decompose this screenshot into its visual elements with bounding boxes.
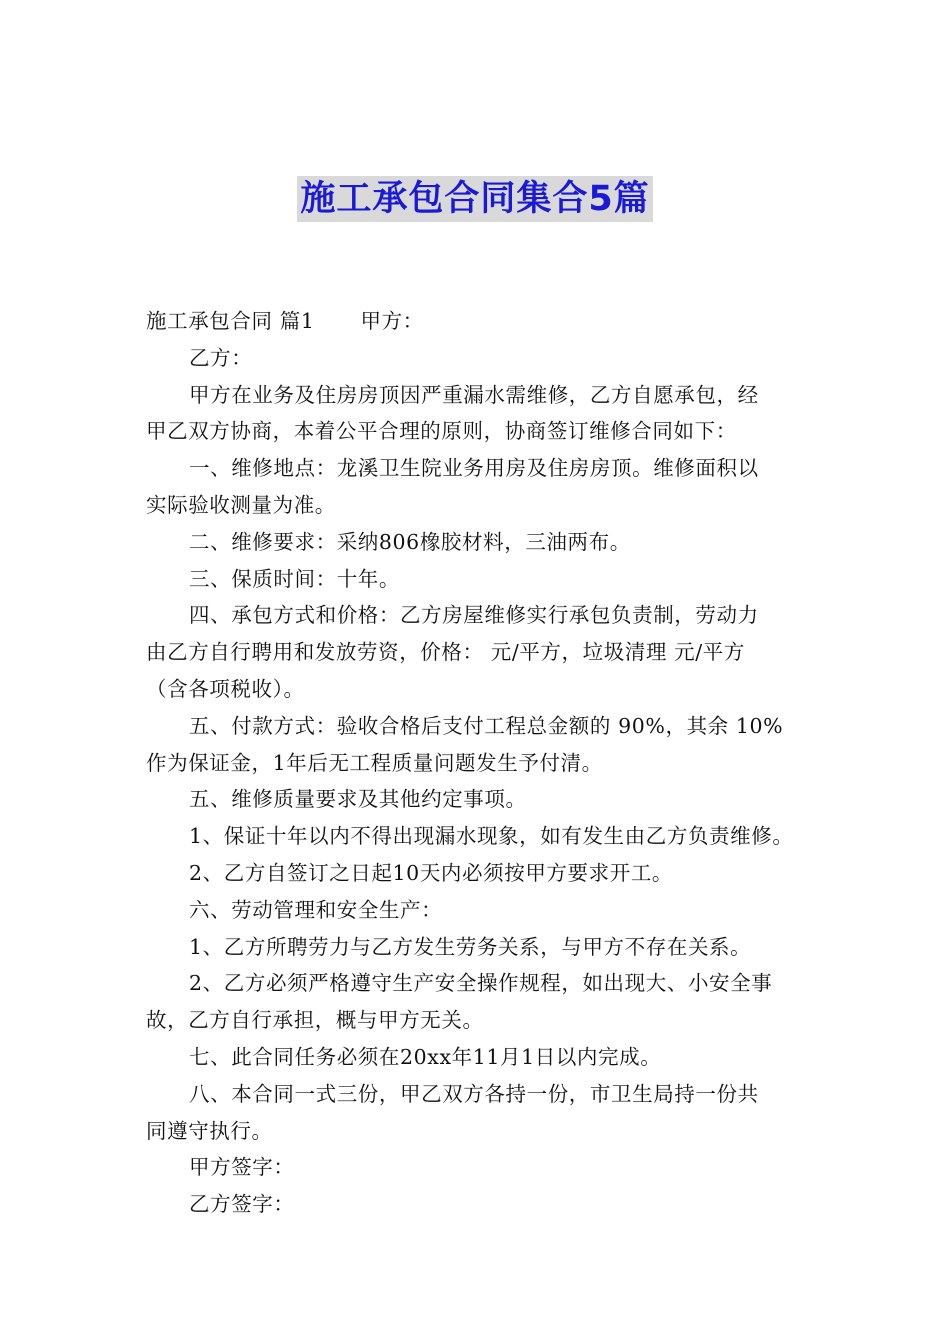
paragraph-line: 1、乙方所聘劳力与乙方发生劳务关系，与甲方不存在关系。 — [189, 934, 752, 959]
paragraph-line: 五、付款方式：验收合格后支付工程总金额的 90%，其余 10% — [189, 713, 784, 738]
paragraph-clause6_2 — [146, 965, 814, 1039]
paragraph-clause5b_2 — [146, 855, 814, 892]
document-title: 施工承包合同集合5篇 — [297, 176, 652, 222]
paragraph-clause5b_1 — [146, 818, 814, 855]
paragraph-line: 作为保证金，1年后无工程质量问题发生予付清。 — [146, 750, 603, 775]
contract-heading: 施工承包合同 篇1 — [146, 309, 315, 333]
paragraph-sign_b — [146, 1186, 814, 1223]
paragraph-line: 乙方签字： — [189, 1192, 295, 1217]
paragraph-line: 实际验收测量为准。 — [146, 492, 336, 517]
paragraph-line: 甲方签字： — [189, 1155, 295, 1180]
paragraph-clause7 — [146, 1039, 814, 1076]
paragraph-line: 七、此合同任务必须在20xx年11月1日以内完成。 — [189, 1044, 662, 1069]
party-a-label: 甲方： — [360, 309, 424, 333]
paragraph-line: 乙方： — [189, 345, 253, 370]
title-wrapper — [0, 176, 950, 222]
paragraph-line: （含各项税收）。 — [146, 676, 305, 701]
paragraph-clause5b — [146, 781, 814, 818]
paragraph-clause1 — [146, 450, 814, 524]
paragraph-line: 三、保质时间：十年。 — [189, 566, 400, 591]
paragraph-clause6 — [146, 892, 814, 929]
paragraph-party_b — [146, 340, 814, 377]
paragraph-intro — [146, 377, 814, 451]
paragraph-line: 八、本合同一式三份，甲乙双方各持一份，市卫生局持一份共 — [189, 1081, 759, 1106]
paragraph-clause4 — [146, 597, 814, 707]
paragraph-clause3 — [146, 561, 814, 598]
paragraph-line: 同遵守执行。 — [146, 1118, 273, 1143]
paragraph-list — [146, 340, 814, 1223]
paragraph-line: 四、承包方式和价格：乙方房屋维修实行承包负责制，劳动力 — [189, 603, 759, 628]
paragraph-line: 六、劳动管理和安全生产： — [189, 897, 443, 922]
paragraph-clause6_1 — [146, 929, 814, 966]
paragraph-line: 2、乙方自签订之日起10天内必须按甲方要求开工。 — [189, 860, 674, 885]
contract-heading-line — [146, 303, 814, 340]
paragraph-line: 五、维修质量要求及其他约定事项。 — [189, 787, 527, 812]
paragraph-line: 2、乙方必须严格遵守生产安全操作规程，如出现大、小安全事 — [189, 971, 773, 996]
paragraph-line: 二、维修要求：采纳806橡胶材料，三油两布。 — [189, 529, 631, 554]
paragraph-line: 一、维修地点：龙溪卫生院业务用房及住房房顶。维修面积以 — [189, 456, 759, 481]
paragraph-line: 甲方在业务及住房房顶因严重漏水需维修，乙方自愿承包，经 — [189, 382, 759, 407]
paragraph-clause5 — [146, 708, 814, 782]
paragraph-sign_a — [146, 1149, 814, 1186]
paragraph-line: 甲乙双方协商，本着公平合理的原则，协商签订维修合同如下： — [146, 419, 737, 444]
paragraph-clause8 — [146, 1076, 814, 1150]
paragraph-clause2 — [146, 524, 814, 561]
paragraph-line: 故，乙方自行承担，概与甲方无关。 — [146, 1008, 484, 1033]
paragraph-line: 由乙方自行聘用和发放劳资，价格： 元/平方，垃圾清理 元/平方 — [146, 640, 745, 665]
document-body — [146, 303, 814, 1223]
paragraph-line: 1、保证十年以内不得出现漏水现象，如有发生由乙方负责维修。 — [189, 824, 794, 849]
